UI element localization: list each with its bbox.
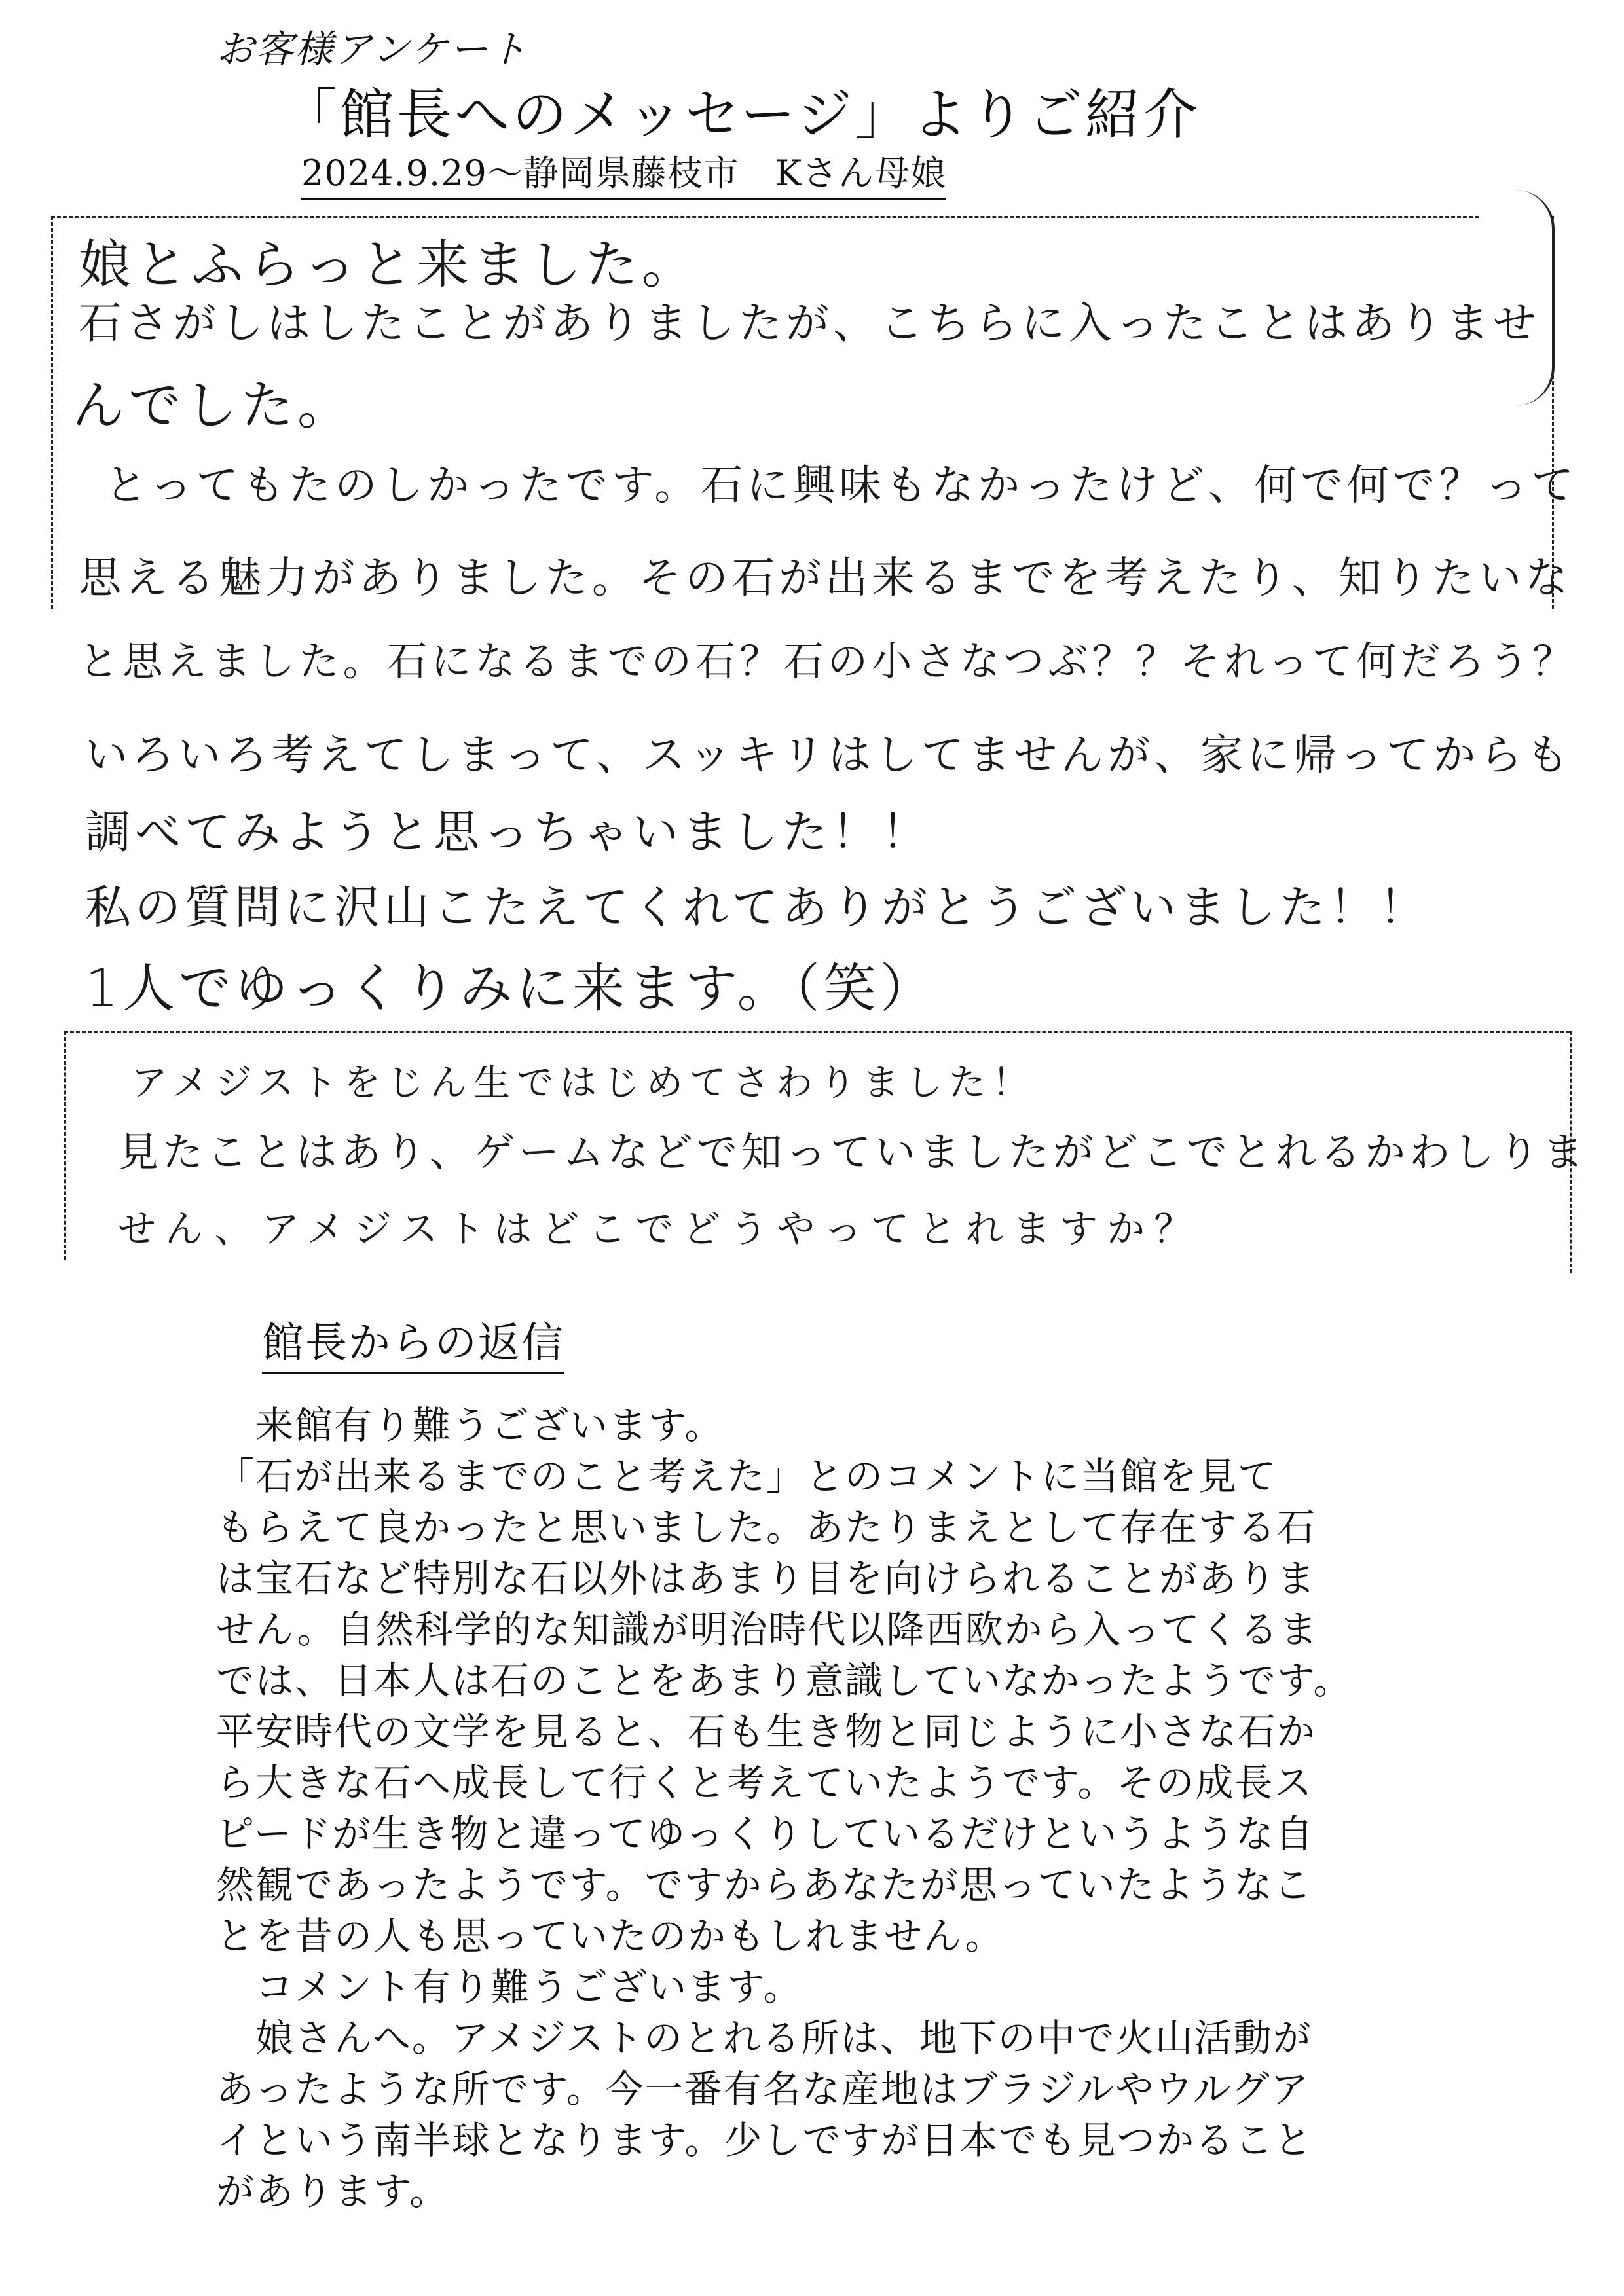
daughter-message-line: せん、アメジストはどこでどうやってとれますか？ xyxy=(118,1207,1202,1251)
visit-meta: 2024.9.29～静岡県藤枝市 Kさん母娘 xyxy=(301,145,946,200)
reply-heading: 館長からの返信 xyxy=(262,1309,564,1374)
mother-box-top-border xyxy=(51,216,1479,218)
mother-message-line: 娘とふらっと来ました。 xyxy=(79,234,698,295)
mother-message-line: 思える魅力がありました。その石が出来るまでを考えたり、知りたいな xyxy=(79,553,1572,603)
daughter-box-top-border xyxy=(64,1031,1570,1033)
reply-line: 平安時代の文学を見ると、石も生き物と同じように小さな石か xyxy=(216,1709,1317,1754)
reply-line: ら大きな石へ成長して行くと考えていたようです。その成長ス xyxy=(216,1760,1314,1805)
mother-message-line: と思えました。石になるまでの石？石の小さなつぶ？？それって何だろう？ xyxy=(79,638,1577,685)
daughter-message-line: アメジストをじん生ではじめてさわりました！ xyxy=(131,1062,1035,1104)
mother-message-line: いろいろ考えてしまって、スッキリはしてませんが、家に帰ってからも xyxy=(85,731,1573,780)
reply-line: ピードが生き物と違ってゆっくりしているだけというような自 xyxy=(216,1812,1315,1856)
daughter-box-left-border xyxy=(64,1031,66,1260)
reply-line: では、日本人は石のことをあまり意識していなかったようです。 xyxy=(216,1658,1353,1703)
mother-box-left-border xyxy=(51,216,53,609)
reply-line: とを昔の人も思っていたのかもしれません。 xyxy=(216,1914,1005,1958)
mother-message-line: 石さがしはしたことがありましたが、こちらに入ったことはありませ xyxy=(79,298,1540,348)
mother-message-line: んでした。 xyxy=(72,375,354,436)
reply-line: は宝石など特別な石以外はあまり目を向けられることがありま xyxy=(216,1556,1317,1601)
reply-line: イという南半球となります。少しですが日本でも見つかること xyxy=(216,2118,1314,2162)
reply-line: あったような所です。今一番有名な産地はブラジルやウルグア xyxy=(216,2067,1310,2111)
reply-line: もらえて良かったと思いました。あたりまえとして存在する石 xyxy=(216,1505,1317,1550)
mother-message-line: 1人でゆっくりみに来ます。（笑） xyxy=(85,958,936,1019)
mother-message-line: 私の質問に沢山こたえてくれてありがとうございました！！ xyxy=(85,881,1429,934)
mother-message-line: 調べてみようと思っちゃいました！！ xyxy=(85,805,931,859)
reply-line: 「石が出来るまでのこと考えた」とのコメントに当館を見て xyxy=(216,1454,1278,1499)
reply-line: があります。 xyxy=(216,2169,449,2214)
reply-line: せん。自然科学的な知識が明治時代以降西欧から入ってくるま xyxy=(216,1607,1319,1652)
reply-line: 来館有り難うございます。 xyxy=(216,1403,724,1448)
survey-label: お客様アンケート xyxy=(216,27,528,71)
reply-line: 娘さんへ。アメジストのとれる所は、地下の中で火山活動が xyxy=(216,2016,1312,2060)
mother-message-line: とってもたのしかったです。石に興味もなかったけど、何で何で？って xyxy=(105,461,1578,510)
reply-line: 然観であったようです。ですからあなたが思っていたようなこ xyxy=(216,1863,1313,1907)
daughter-message-line: 見たことはあり、ゲームなどで知っていましたがどこでとれるかわしりま xyxy=(118,1128,1588,1176)
page-title: 「館長へのメッセージ」よりご紹介 xyxy=(282,82,1200,147)
reply-line: コメント有り難うございます。 xyxy=(216,1965,803,2009)
